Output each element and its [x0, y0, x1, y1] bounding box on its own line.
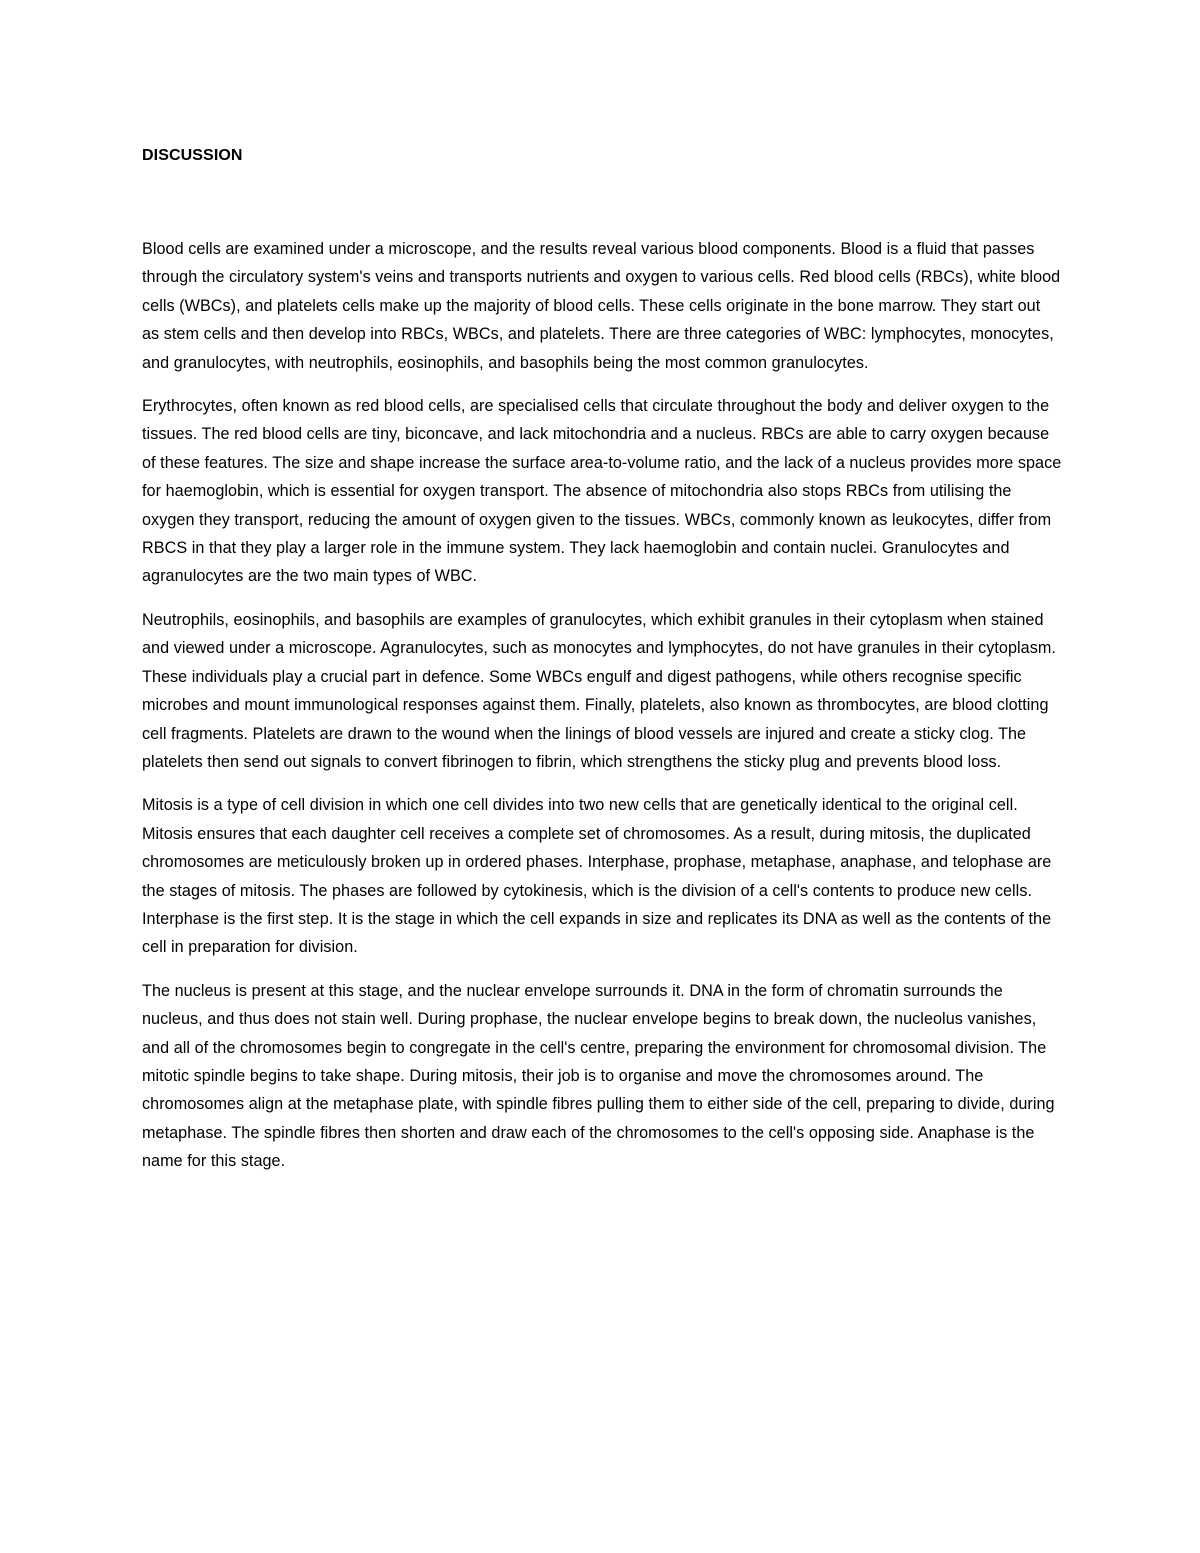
- paragraph-erythrocytes: Erythrocytes, often known as red blood cells, are specialised cells that circulate throughout the body and deliver oxygen to the tissues. The red blood cells are tiny, biconcave, and lack mitochondria and a nucleus. RBCs are able to carry oxygen because of these features. The size and shape increase the surface area-to-volume ratio, and the lack of a nucleus provides more space for haemoglobin, which is essential for oxygen transport. The absence of mitochondria also stops RBCs from utilising the oxygen they transport, reducing the amount of oxygen given to the tissues. WBCs, commonly known as leukocytes, differ from RBCS in that they play a larger role in the immune system. They lack haemoglobin and contain nuclei. Granulocytes and agranulocytes are the two main types of WBC.: [142, 397, 1062, 586]
- document-body: [142, 144, 1062, 1191]
- paragraph-mitosis: Mitosis is a type of cell division in which one cell divides into two new cells that are genetically identical to the original cell. Mitosis ensures that each daughter cell receives a complete set of chromosomes. As a result, during mitosis, the duplicated chromosomes are meticulously broken up in ordered phases. Interphase, prophase, metaphase, anaphase, and telophase are the stages of mitosis. The phases are followed by cytokinesis, which is the division of a cell's contents to produce new cells. Interphase is the first step. It is the stage in which the cell expands in size and replicates its DNA as well as the contents of the cell in preparation for division.: [142, 796, 1052, 957]
- paragraph-granulocytes: Neutrophils, eosinophils, and basophils are examples of granulocytes, which exhibit granules in their cytoplasm when stained and viewed under a microscope. Agranulocytes, such as monocytes and lymphocytes, do not have granules in their cytoplasm. These individuals play a crucial part in defence. Some WBCs engulf and digest pathogens, while others recognise specific microbes and mount immunological responses against them. Finally, platelets, also known as thrombocytes, are blood clotting cell fragments. Platelets are drawn to the wound when the linings of blood vessels are injured and create a sticky clog. The platelets then send out signals to convert fibrinogen to fibrin, which strengthens the sticky plug and prevents blood loss.: [142, 610, 1056, 771]
- section-heading: DISCUSSION: [142, 147, 243, 164]
- paragraph-nucleus-stages: The nucleus is present at this stage, and the nuclear envelope surrounds it. DNA in the form of chromatin surrounds the nucleus, and thus does not stain well. During prophase, the nuclear envelope begins to break down, the nucleolus vanishes, and all of the chromosomes begin to congregate in the cell's centre, preparing the environment for chromosomal division. The mitotic spindle begins to take shape. During mitosis, their job is to organise and move the chromosomes around. The chromosomes align at the metaphase plate, with spindle fibres pulling them to either side of the cell, preparing to divide, during metaphase. The spindle fibres then shorten and draw each of the chromosomes to the cell's opposing side. Anaphase is the name for this stage.: [142, 981, 1055, 1171]
- paragraph-blood-components: Blood cells are examined under a microscope, and the results reveal various blood components. Blood is a fluid that passes through the circulatory system's veins and transports nutrients and oxygen to various cells. Red blood cells (RBCs), white blood cells (WBCs), and platelets cells make up the majority of blood cells. These cells originate in the bone marrow. They start out as stem cells and then develop into RBCs, WBCs, and platelets. There are three categories of WBC: lymphocytes, monocytes, and granulocytes, with neutrophils, eosinophils, and basophils being the most common granulocytes.: [142, 240, 1061, 372]
